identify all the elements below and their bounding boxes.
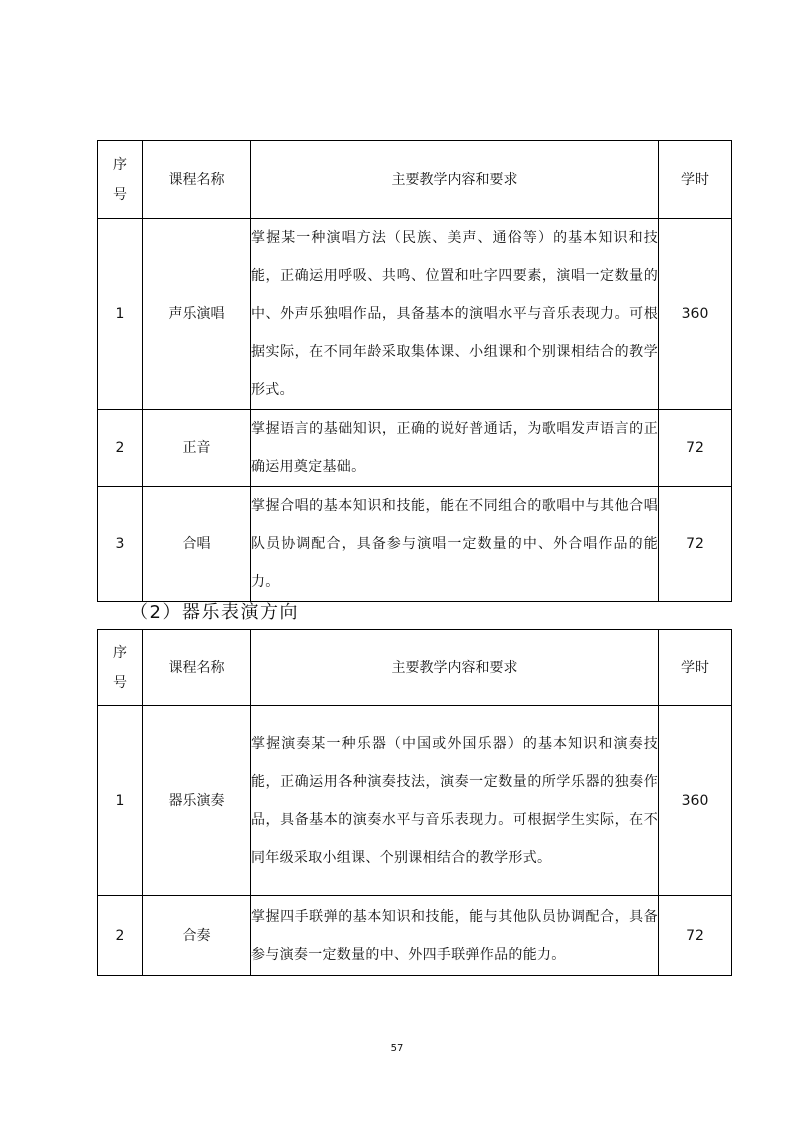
table-row bbox=[98, 410, 732, 487]
page-number: 57 bbox=[390, 1043, 404, 1054]
row-hours: 72 bbox=[659, 896, 732, 976]
header-seq-line2: 号 bbox=[113, 674, 127, 691]
header-hours: 学时 bbox=[659, 141, 732, 219]
header-content: 主要教学内容和要求 bbox=[251, 141, 659, 219]
table-row bbox=[98, 706, 732, 896]
row-course-name: 合唱 bbox=[143, 487, 251, 602]
row-content: 掌握四手联弹的基本知识和技能，能与其他队员协调配合，具备参与演奏一定数量的中、外四手联弹作品的能力。 bbox=[251, 896, 659, 976]
header-course-name: 课程名称 bbox=[143, 630, 251, 706]
row-course-name: 器乐演奏 bbox=[143, 706, 251, 896]
table-row bbox=[98, 219, 732, 410]
row-seq: 1 bbox=[98, 219, 143, 410]
header-seq-line1: 序 bbox=[113, 644, 127, 661]
header-hours: 学时 bbox=[659, 630, 732, 706]
row-hours: 360 bbox=[659, 219, 732, 410]
table-header-row bbox=[98, 141, 732, 219]
table-header-row bbox=[98, 630, 732, 706]
row-content: 掌握语言的基础知识，正确的说好普通话，为歌唱发声语言的正确运用奠定基础。 bbox=[251, 410, 659, 487]
row-content: 掌握合唱的基本知识和技能，能在不同组合的歌唱中与其他合唱队员协调配合，具备参与演唱一定数量的中、外合唱作品的能力。 bbox=[251, 487, 659, 602]
row-seq: 1 bbox=[98, 706, 143, 896]
header-content: 主要教学内容和要求 bbox=[251, 630, 659, 706]
course-table-instrumental bbox=[97, 629, 732, 976]
table-row bbox=[98, 896, 732, 976]
row-hours: 72 bbox=[659, 487, 732, 602]
course-table-vocal bbox=[97, 140, 732, 602]
row-course-name: 声乐演唱 bbox=[143, 219, 251, 410]
header-seq bbox=[98, 141, 143, 219]
row-content: 掌握演奏某一种乐器（中国或外国乐器）的基本知识和演奏技能，正确运用各种演奏技法，演奏一定数量的所学乐器的独奏作品，具备基本的演奏水平与音乐表现力。可根据学生实际，在不同年级采取小组课、个别课相结合的教学形式。 bbox=[251, 706, 659, 896]
row-content: 掌握某一种演唱方法（民族、美声、通俗等）的基本知识和技能，正确运用呼吸、共鸣、位置和吐字四要素，演唱一定数量的中、外声乐独唱作品，具备基本的演唱水平与音乐表现力。可根据实际，在不同年龄采取集体课、小组课和个别课相结合的教学形式。 bbox=[251, 219, 659, 410]
row-seq: 3 bbox=[98, 487, 143, 602]
row-seq: 2 bbox=[98, 410, 143, 487]
header-course-name: 课程名称 bbox=[143, 141, 251, 219]
row-course-name: 合奏 bbox=[143, 896, 251, 976]
section-title: （2）器乐表演方向 bbox=[130, 602, 299, 623]
row-hours: 360 bbox=[659, 706, 732, 896]
header-seq-line2: 号 bbox=[113, 186, 127, 203]
row-course-name: 正音 bbox=[143, 410, 251, 487]
row-seq: 2 bbox=[98, 896, 143, 976]
row-hours: 72 bbox=[659, 410, 732, 487]
header-seq-line1: 序 bbox=[113, 156, 127, 173]
table-row bbox=[98, 487, 732, 602]
header-seq bbox=[98, 630, 143, 706]
